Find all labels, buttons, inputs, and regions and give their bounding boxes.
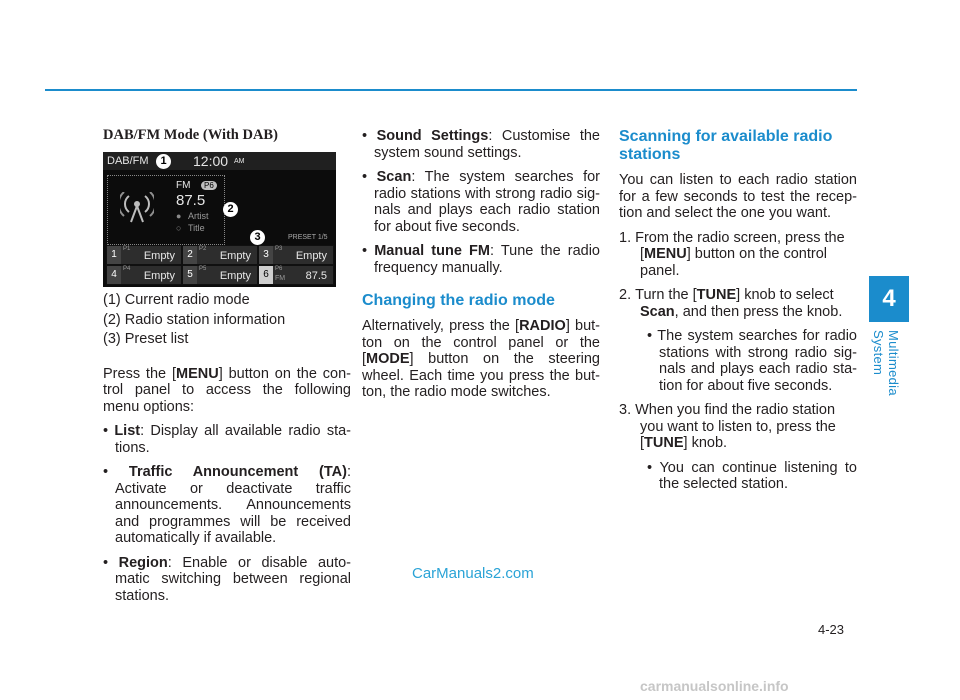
- preset-number: 5: [183, 266, 197, 284]
- preset-tag: P6: [201, 181, 217, 190]
- top-rule: [45, 89, 857, 91]
- step-2: [619, 287, 857, 320]
- heading-scanning-stations: Scanning for available radio stations: [619, 128, 833, 163]
- text-run: Turn the [: [635, 287, 697, 303]
- text-run: The system searches for radio stations with strong radio sig-nals and plays each radio sta-tion for about five seconds.: [657, 328, 857, 394]
- bullet-traffic-announcement: • Traffic Announcement (TA): Activate or deactivate traffic announcements. Announcements and programmes will be received automatically if available.: [103, 464, 351, 546]
- bullet-term: Manual tune FM: [374, 243, 490, 259]
- bullet-manual-tune: • Manual tune FM: Tune the radio frequency manually.: [362, 243, 600, 276]
- bullet-term: Traffic Announcement (TA): [128, 464, 347, 480]
- bullet-list-option: • List: Display all available radio sta-tions.: [103, 423, 351, 456]
- menu-intro-paragraph: [103, 366, 351, 416]
- preset-button-4[interactable]: [106, 265, 182, 285]
- bullet-text: : Customise the system sound settings.: [374, 128, 600, 161]
- preset-value: 87.5: [305, 270, 327, 282]
- preset-button-5[interactable]: [182, 265, 258, 285]
- section-heading-dab-fm: DAB/FM Mode (With DAB): [103, 127, 278, 143]
- column-3-text: [619, 128, 857, 493]
- mode-key: MODE: [366, 351, 410, 367]
- preset-number: 2: [183, 246, 197, 264]
- preset-button-6[interactable]: [258, 265, 334, 285]
- chapter-title: Multimedia System: [871, 330, 901, 396]
- text-run: ] button on the control panel.: [640, 246, 827, 279]
- preset-label: P2: [199, 246, 207, 252]
- preset-label: P6: [275, 266, 283, 272]
- preset-number: 3: [259, 246, 273, 264]
- title-label: Title: [188, 223, 205, 233]
- preset-value: Empty: [219, 270, 251, 282]
- mode-label: DAB/FM: [107, 155, 149, 167]
- bullet-sound-settings: • Sound Settings: Customise the system sound settings.: [362, 128, 600, 161]
- text-run: ] button on the steering wheel. Each time you press the but-ton, the radio mode switches.: [362, 351, 600, 400]
- callout-1: 1: [156, 154, 171, 169]
- scanning-intro: You can listen to each radio station for a few seconds to test the recep-tion and select the one you want.: [619, 172, 857, 221]
- scan-term: Scan: [640, 303, 675, 320]
- heading-changing-radio-mode: Changing the radio mode: [362, 292, 555, 309]
- step-3: [619, 402, 857, 452]
- bullet-text: : Enable or disable auto-matic switching between regional stations.: [115, 554, 352, 604]
- artist-icon: ●: [176, 211, 182, 221]
- text-run: When you find the radio station you want to listen to, press the [: [635, 402, 836, 451]
- preset-number: 6: [259, 266, 273, 284]
- text-run: ] knob to select: [736, 287, 834, 303]
- radio-mode-paragraph: [362, 318, 600, 401]
- clock-ampm: AM: [234, 158, 245, 165]
- bullet-text: : The system searches for radio stations with strong radio sig-nals and plays each radio station for about five seconds.: [374, 169, 600, 235]
- footer-watermark: carmanualsonline.info: [640, 678, 789, 694]
- tune-key: TUNE: [696, 287, 737, 303]
- preset-button-3[interactable]: [258, 245, 334, 265]
- preset-label: P3: [275, 246, 283, 252]
- text-run: ] but-ton on the control panel or the [: [362, 318, 600, 367]
- bullet-term: List: [114, 423, 141, 439]
- caption-2: (2) Radio station information: [103, 311, 286, 328]
- preset-button-1[interactable]: [106, 245, 182, 265]
- text-run: ] button on the con-trol panel to access the following menu options:: [103, 365, 351, 415]
- step-1: [619, 230, 857, 280]
- text-run: You can continue listening to the selected station.: [659, 459, 857, 492]
- page-number: 4-23: [818, 622, 845, 637]
- text-run: Press the [: [103, 365, 176, 382]
- step-number: 1.: [619, 229, 632, 246]
- preset-page-indicator: PRESET 1/5: [288, 234, 328, 241]
- preset-value: Empty: [295, 250, 327, 262]
- text-run: ] knob.: [683, 435, 728, 451]
- radio-key: RADIO: [519, 318, 566, 334]
- preset-value: Empty: [143, 270, 175, 282]
- menu-key: MENU: [175, 365, 219, 382]
- clock-time: 12:00: [193, 153, 229, 169]
- step-3-note: • You can continue listening to the selected station.: [647, 459, 857, 492]
- preset-number: 1: [107, 246, 121, 264]
- artist-label: Artist: [188, 211, 209, 221]
- tune-key: TUNE: [644, 435, 684, 451]
- preset-label: P4: [123, 266, 131, 272]
- preset-label: P1: [123, 246, 131, 252]
- chapter-number-tab: 4: [869, 276, 909, 322]
- caption-1: (1) Current radio mode: [103, 292, 250, 308]
- preset-button-2[interactable]: [182, 245, 258, 265]
- text-run: From the radio screen, press the [: [635, 229, 845, 262]
- bullet-text: : Display all available radio sta-tions.: [115, 423, 351, 456]
- bullet-text: : Tune the radio frequency manually.: [374, 243, 600, 276]
- bullet-term: Scan: [376, 169, 412, 185]
- bullet-term: Region: [118, 554, 168, 571]
- title-icon: ○: [176, 223, 182, 233]
- band-label: FM: [176, 180, 191, 191]
- preset-value: Empty: [219, 250, 251, 262]
- radio-antenna-icon: [120, 192, 154, 224]
- callout-3: 3: [250, 230, 265, 245]
- preset-label: P5: [199, 266, 207, 272]
- bullet-region: • Region: Enable or disable auto-matic switching between regional stations.: [103, 554, 352, 604]
- frequency-display: 87.5: [176, 192, 206, 209]
- bullet-term: Sound Settings: [376, 128, 489, 144]
- step-2-note: • The system searches for radio stations with strong radio sig-nals and plays each radio sta-tion for about five seconds.: [647, 328, 857, 394]
- menu-key: MENU: [644, 246, 687, 262]
- watermark: CarManuals2.com: [412, 565, 534, 582]
- step-number: 3.: [619, 402, 632, 418]
- preset-list: [106, 245, 334, 285]
- preset-number: 4: [107, 266, 121, 284]
- column-1-text: [103, 292, 351, 604]
- preset-value: Empty: [143, 250, 175, 262]
- bullet-text: : Activate or deactivate traffic announcements. Announcements and programmes will be received automatically if available.: [115, 464, 351, 546]
- text-run: Alternatively, press the [: [362, 318, 520, 334]
- column-2-text: [362, 128, 600, 401]
- preset-band: FM: [275, 275, 286, 282]
- radio-screen-figure: [103, 152, 336, 287]
- bullet-scan: • Scan: The system searches for radio stations with strong radio sig-nals and plays each radio station for about five seconds.: [362, 169, 600, 235]
- caption-3: (3) Preset list: [103, 331, 189, 347]
- callout-2: 2: [223, 202, 238, 217]
- step-number: 2.: [619, 287, 632, 303]
- text-run: , and then press the knob.: [674, 303, 843, 320]
